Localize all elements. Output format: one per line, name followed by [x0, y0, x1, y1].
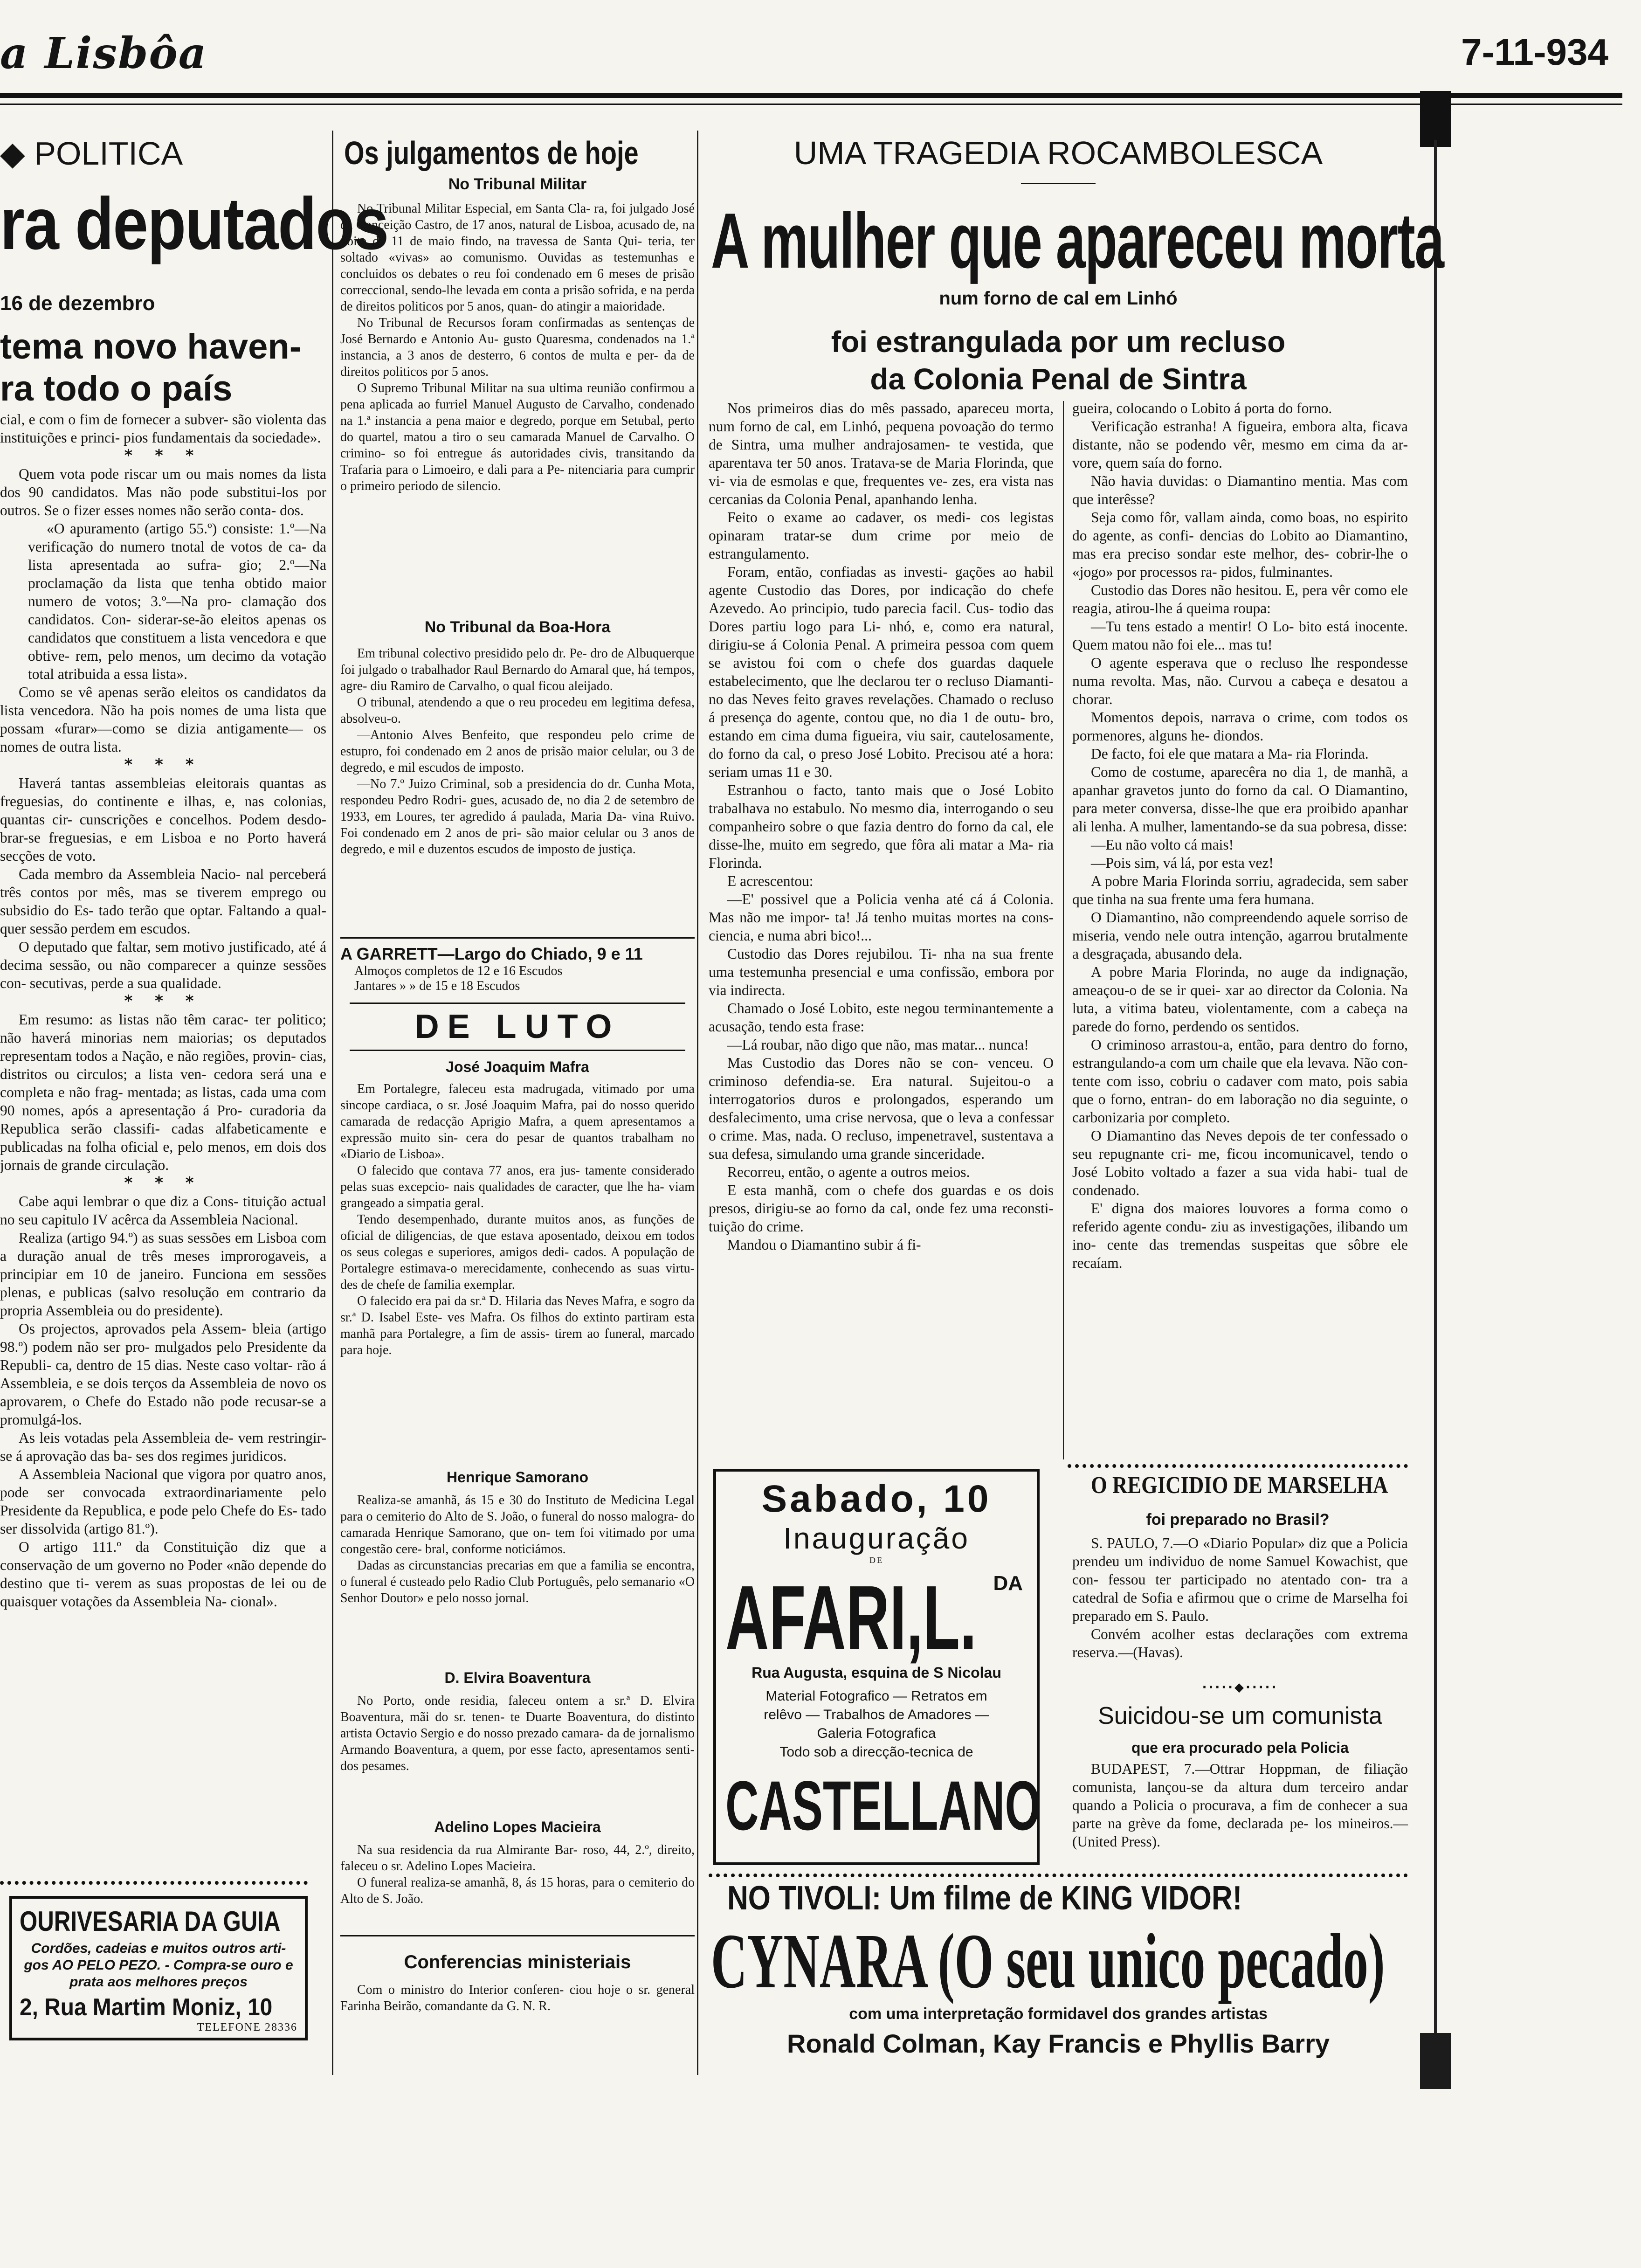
- news-paragraph: Tendo desempenhado, durante muitos anos, as funções de oficial de diligencias, de que estava aposentado, deixou em todos os seus colegas e superiores, amigos dedi- cados. A população de Portalegre estimava-o merecidamente, conhecendo as suas virtu- des de chefe de familia exemplar.: [340, 1212, 695, 1292]
- news-paragraph: BUDAPEST, 7.—Ottrar Hoppman, de filiação comunista, lançou-se da altura dum terceiro andar quando a Policia o procurava, a fim de conhecer a sua parte na grève da fome, declarada pe- los mineiros.—(United Press).: [1072, 1761, 1408, 1850]
- obituary-body-4: [340, 1842, 695, 1907]
- issue-date: 7-11-934: [1461, 31, 1608, 73]
- ad-border-dotted: [709, 1874, 1408, 1877]
- separator-stars: * * *: [124, 446, 202, 465]
- news-paragraph: Feito o exame ao cadaver, os medi- cos legistas opinaram tratar-se dum crime por meio de estrangulamento.: [709, 509, 1054, 562]
- ad-ourivesaria: [9, 1896, 308, 2040]
- ourivesaria-text: Cordões, cadeias e muitos outros arti- gos AO PELO PEZO. - Compra-se ouro e prata aos melhores preços: [24, 1941, 293, 1990]
- politica-paragraph: Quem vota pode riscar um ou mais nomes da lista dos 90 candidatos. Mas não pode substitui-los por outros. Se o fizer esses nomes não serão conta- dos.: [0, 466, 326, 519]
- separator-stars: * * *: [124, 1174, 202, 1192]
- news-paragraph: —E' possivel que a Policia venha até cá á Colonia. Mas não me impor- ta! Já tenho muitas mortes na cons- ciencia, e numa abri bico!...: [709, 891, 1054, 944]
- politica-body: [0, 410, 326, 1611]
- news-paragraph: No Porto, onde residia, faleceu ontem a sr.ª D. Elvira Boaventura, mãi do sr. tenen- te Duarte Boaventura, do distinto artista Octavio Sergio e do nosso prezado camara- da de jornalismo Armando Boaventura, a quem, por esse facto, apresentamos senti- dos pesames.: [340, 1694, 695, 1773]
- obituary-body-3: [340, 1693, 695, 1774]
- news-paragraph: O tribunal, atendendo a que o reu procedeu em legitima defesa, absolveu-o.: [340, 695, 695, 726]
- politica-paragraph: Em resumo: as listas não têm carac- ter politico; não haverá minorias nem maiorias; os deputados representam todos a Nação, e não regiões, provin- cias, distritos ou circulos; a lista ven- cedora será una e completa e não frag- mentada; as listas, cada uma com 90 nomes, após a apresentação á Pro- curadoria da Republica serão classifi- cadas alfabeticamente e publicadas na folha oficial e, pelo menos, em dois dos jornais de grande circulação.: [0, 1011, 326, 1173]
- obituary-title: DE LUTO: [414, 1008, 621, 1045]
- tragedia-body-col-2: [1072, 399, 1408, 1272]
- politica-paragraph: A Assembleia Nacional que vigora por quatro anos, pode ser convocada extraordinariamente pelo Presidente da Republica, e pode pelo Chefe do Es- tado ser dissolvida (artigo 81.º).: [0, 1466, 326, 1537]
- news-paragraph: Com o ministro do Interior conferen- ciou hoje o sr. general Farinha Beirão, comandante da G. N. R.: [340, 1983, 695, 2013]
- ourivesaria-address: 2, Rua Martim Moniz, 10: [20, 1994, 273, 2021]
- conferencias-body: [340, 1982, 695, 2014]
- garrett-line-3: Jantares » » de 15 e 18 Escudos: [354, 979, 520, 993]
- news-paragraph: Nos primeiros dias do mês passado, apareceu morta, num forno de cal, em Linhó, pequena povoação do termo de Sintra, uma mulher andrajosamen- te vestida, que aparentava ter 50 anos. Tratava-se de Maria Florinda, que vi- via de esmolas e que, frequentes ve- zes, era vista nas cercanias da Colonia Penal, apanhando lenha.: [709, 400, 1054, 507]
- news-paragraph: E esta manhã, com o chefe dos guardas e os dois presos, dirigiu-se ao forno da cal, onde fez uma reconsti- tuição do crime.: [709, 1182, 1054, 1235]
- news-paragraph: Como de costume, aparecêra no dia 1, de manhã, a apanhar gravetos junto do forno da cal. O Diamantino, para meter conversa, disse-lhe que era proibido apanhar ali lenha. A mulher, lamentando-se da sua pobresa, disse:: [1072, 764, 1408, 835]
- ad-garrett: [340, 937, 695, 994]
- obituary-name: Henrique Samorano: [446, 1469, 589, 1486]
- obituary-name: D. Elvira Boaventura: [444, 1669, 591, 1686]
- tivoli-tagline: com uma interpretação formidavel dos grandes artistas: [849, 2005, 1268, 2023]
- politica-paragraph: Os projectos, aprovados pela Assem- bleia (artigo 98.º) podem não ser pro- mulgados pelo Presidente da Republi- ca, dentro de 15 dias. Neste caso voltar- rão á Assembleia, e se dois terços da Assembleia de novo os aprovarem, o Chefe do Estado não pode recusar-se a promulgá-los.: [0, 1321, 326, 1428]
- news-paragraph: gueira, colocando o Lobito á porta do forno.: [1072, 400, 1332, 416]
- afari-line: Galeria Fotografica: [817, 1726, 936, 1741]
- tragedia-kicker: UMA TRAGEDIA ROCAMBOLESCA: [793, 135, 1323, 171]
- tragedia-deck-2: da Colonia Penal de Sintra: [870, 362, 1247, 396]
- separator-stars: * * *: [124, 992, 202, 1010]
- news-paragraph: —Eu não volto cá mais!: [1091, 837, 1234, 853]
- ourivesaria-phone: TELEFONE 28336: [197, 2021, 297, 2033]
- afari-suffix: DA: [993, 1572, 1023, 1595]
- kicker-underline: [1021, 183, 1096, 184]
- conferencias-title: Conferencias ministeriais: [404, 1952, 631, 1972]
- politica-paragraph: Cabe aqui lembrar o que diz a Cons- tituição actual no seu capitulo IV acêrca da Assembleia Nacional.: [0, 1193, 326, 1228]
- politica-paragraph: Como se vê apenas serão eleitos os candidatos da lista vencedora. Não ha pois nomes de uma lista que possam «furar»—como se dizia antigamente— os nomes de outra lista.: [0, 684, 326, 755]
- politica-paragraph: Cada membro da Assembleia Nacio- nal perceberá três contos por mês, mas se tiverem emprego ou subsidio do Es- tado terão que optar. Faltando a qual- quer sessão perdem em escudos.: [0, 866, 326, 937]
- afari-director: CASTELLANO: [725, 1766, 1041, 1845]
- politica-deck-2: ra todo o país: [0, 369, 233, 408]
- news-paragraph: Recorreu, então, o agente a outros meios.: [727, 1164, 970, 1180]
- ourivesaria-title: OURIVESARIA DA GUIA: [20, 1906, 281, 1937]
- suicidou-title: Suicidou-se um comunista: [1098, 1702, 1382, 1729]
- obituary-name: Adelino Lopes Macieira: [434, 1819, 601, 1835]
- news-paragraph: Chamado o José Lobito, este negou terminantemente a acusação, tendo esta frase:: [709, 1000, 1054, 1035]
- section-rule: [340, 1935, 695, 1936]
- politica-paragraph: O deputado que faltar, sem motivo justificado, até á decima sessão, ou não comparecer a quinze sessões con- secutivas, perde a sua qualidade.: [0, 939, 326, 991]
- news-paragraph: Foram, então, confiadas as investi- gações ao habil agente Custodio das Dores, por indicação do chefe Azevedo. Ao principio, tudo parecia facil. Cus- todio das Dores partiu logo para Li- nhó, e, como era natural, dirigiu-se á Colonia Penal. A primeira pessoa com quem se avistou foi com o chefe dos guardas daquele estabelecimento, que lhe declarou ter o recluso Diamanti- no das Neves feito graves revelações. Chamado o recluso á presença do agente, contou que, no dia 1 de outu- bro, estando em cima duma figueira, viu sair, cautelosamente, do forno da cal, o preso José Lobito. Precisou até a hora: seriam umas 11 e 30.: [709, 564, 1054, 780]
- obituary-body-1: [340, 1081, 695, 1358]
- tragedia-body-col-1: [709, 399, 1054, 1254]
- column-divider: [1063, 401, 1064, 1459]
- news-paragraph: O falecido que contava 77 anos, era jus- tamente considerado pelas suas excepcio- nais qualidades de caracter, que lhe ha- viam grangeado a simpatia geral.: [340, 1163, 695, 1210]
- afari-description: [725, 1687, 1027, 1762]
- page-edge-mark-bottom: [1420, 2033, 1451, 2089]
- afari-de: DE: [869, 1556, 883, 1565]
- news-paragraph: O Diamantino das Neves depois de ter confessado o seu repugnante cri- me, ficou incomunicavel, tendo o José Lobito voltado a fazer a sua vida habi- tual de condenado.: [1072, 1127, 1408, 1198]
- obituary-banner: [350, 1003, 685, 1051]
- afari-name: AFARI,L.: [725, 1567, 977, 1669]
- politica-deck-1: tema novo haven-: [0, 327, 302, 366]
- tragedia-deck-1: foi estrangulada por um recluso: [831, 325, 1286, 359]
- suicidou-body: [1072, 1760, 1408, 1851]
- news-paragraph: O agente esperava que o recluso lhe respondesse numa revolta. Mas, não. Curvou a cabeça e desatou a chorar.: [1072, 655, 1408, 707]
- news-paragraph: —Lá roubar, não digo que não, mas matar... nunca!: [727, 1037, 1029, 1053]
- news-paragraph: O criminoso arrastou-a, então, para dentro do forno, estrangulando-a com um chaile que ela levava. Não con- tente com isso, cobriu o cadaver com mato, pois sabia que o forno, entran- do em laboração no dia seguinte, o carbonizaria por completo.: [1072, 1037, 1408, 1126]
- news-paragraph: O Supremo Tribunal Militar na sua ultima reunião confirmou a pena aplicada ao furriel Manuel Augusto de Carvalho, condenado na 1.ª instancia a pena maior e degredo, porque em Setubal, perto do quartel, matou a tiro o seu camarada Manuel de Carvalho. O crimino- so foi entregue ás autoridades civis, transitando da Trafaria para o Limoeiro, e dali para a Pe- nitenciaria para cumprir o primeiro periodo de silencio.: [340, 381, 695, 493]
- afari-line: relêvo — Trabalhos de Amadores —: [764, 1707, 989, 1722]
- politica-lead: cial, e com o fim de fornecer a subver- são violenta das instituições e princi- pios fundamentais da sociedade».: [0, 411, 326, 446]
- ad-afari: [713, 1469, 1040, 1865]
- news-paragraph: O falecido era pai da sr.ª D. Hilaria das Neves Mafra, e sogro da sr.ª D. Isabel Este- ves Mafra. Os filhos do extinto partiram esta manhã para Portalegre, a fim de assis- tirem ao funeral, marcado para hoje.: [340, 1294, 695, 1357]
- regicidio-body: [1072, 1534, 1408, 1661]
- suicidou-subhead: que era procurado pela Policia: [1131, 1739, 1349, 1756]
- news-paragraph: —No 7.º Juizo Criminal, sob a presidencia do dr. Cunha Mota, respondeu Pedro Rodri- gues, acusado de, no dia 2 de setembro de 1933, em Loures, ter agredido á paulada, Maria Da- vina Ruivo. Foi condenado em 2 anos de pri- são maior celular ou 3 anos de degredo, e mil e duzentos escudos de imposto de justiça.: [340, 777, 695, 857]
- news-paragraph: O funeral realiza-se amanhã, 8, ás 15 horas, para o cemiterio do Alto de S. João.: [340, 1875, 695, 1906]
- masthead-rule: [0, 93, 1622, 98]
- afari-line: Material Fotografico — Retratos em: [765, 1688, 987, 1704]
- afari-inauguracao: Inauguração: [783, 1521, 970, 1555]
- tragedia-headline: A mulher que apareceu morta: [711, 197, 1444, 284]
- afari-date: Sabado, 10: [761, 1478, 992, 1520]
- afari-address: Rua Augusta, esquina de S Nicolau: [752, 1664, 1001, 1681]
- news-paragraph: S. PAULO, 7.—O «Diario Popular» diz que a Policia prendeu um individuo de nome Samuel Kowachist, que con- fessou ter participado no atentado con- tra a catedral de Sofia e afirmou que o crime de Marselha foi preparado em S. Paulo.: [1072, 1535, 1408, 1624]
- news-paragraph: No Tribunal de Recursos foram confirmadas as sentenças de José Bernardo e Antonio Au- gusto Quaresma, condenados na 1.ª instancia, a 3 anos de desterro, 6 contos de multa e per- da de direitos politicos por 5 anos.: [340, 316, 695, 379]
- bullet-icon: ◆: [0, 135, 34, 172]
- obituary-body-2: [340, 1492, 695, 1606]
- section-kicker-politica: ◆ POLITICA: [0, 135, 183, 172]
- julgamentos-subhead-militar: No Tribunal Militar: [448, 175, 587, 193]
- page-edge-line: [1434, 140, 1437, 2047]
- julgamentos-body-2: [340, 645, 695, 857]
- news-paragraph: Em tribunal colectivo presidido pelo dr. Pe- dro de Albuquerque foi julgado o trabalhador Raul Bernardo do Amaral que, há tempos, agre- diu Ramiro de Carvalho, o qual ficou aleijado.: [340, 646, 695, 693]
- news-paragraph: Momentos depois, narrava o crime, com todos os pormenores, alguns he- diondos.: [1072, 709, 1408, 744]
- obituary-name: José Joaquim Mafra: [446, 1058, 589, 1075]
- separator-stars: * * *: [124, 755, 202, 774]
- news-paragraph: O Diamantino, não compreendendo aquele sorriso de miseria, vendo nele outra intenção, agarrou brutalmente a desgraçada, abusando dela.: [1072, 909, 1408, 962]
- tivoli-film-title: CYNARA (O seu unico pecado): [711, 1918, 1385, 2005]
- garrett-line-2: Almoços completos de 12 e 16 Escudos: [354, 964, 563, 978]
- politica-paragraph: O artigo 111.º da Constituição diz que a conservação de um governo no Poder «não depende do destino que ti- verem as suas propostas de lei ou de quaisquer votações da Assembleia Na- cional».: [0, 1539, 326, 1610]
- news-paragraph: Verificação estranha! A figueira, embora alta, ficava distante, não se podendo vêr, mesmo em cima da ar- vore, quem saía do forno.: [1072, 418, 1408, 471]
- news-paragraph: Dadas as circunstancias precarias em que a familia se encontra, o funeral é custeado pelo Radio Club Português, pelo semanario «O Senhor Doutor» e pelo nosso jornal.: [340, 1558, 695, 1605]
- page-edge-mark-top: [1420, 91, 1451, 147]
- politica-paragraph: «O apuramento (artigo 55.º) consiste: 1.º—Na verificação do numero tnotal de votos de ca- da lista apresentada ao sufra- gio; 2.º—Na proclamação da lista que tenha obtido maior numero de votos; 3.º—Na pro- clamação dos candidatos. Con- siderar-se-ão eleitos apenas os candidatos que constituem a lista vencedora e que obtive- rem, pelo menos, um decimo da votação total atribuida a essa lista».: [28, 520, 326, 682]
- news-paragraph: No Tribunal Militar Especial, em Santa Cla- ra, foi julgado José da Conceição Castro, de 17 anos, natural de Lisboa, acusado de, na noite de 11 de maio findo, na travessa de Santa Qui- teria, ter soltado «vivas» ao comunismo. Ouvidas as testemunhas e concluidos os debates o reu foi condenado em 6 meses de prisão correccional, sendo-lhe levada em conta a prisão sofrida, e na perda de direitos politicos por 5 anos, quan- do atingir a maioridade.: [340, 201, 695, 314]
- politica-date-line: 16 de dezembro: [0, 292, 155, 315]
- garrett-line-1: A GARRETT—Largo do Chiado, 9 e 11: [340, 944, 643, 963]
- column-divider: [332, 131, 333, 2075]
- news-paragraph: A pobre Maria Florinda sorriu, agradecida, sem saber que tinha na sua frente uma fera humana.: [1072, 873, 1408, 907]
- news-paragraph: —Pois sim, vá lá, por esta vez!: [1091, 855, 1274, 871]
- ad-border-dotted: [1068, 1464, 1408, 1468]
- news-paragraph: Mas Custodio das Dores não se con- venceu. O criminoso defendia-se. Era natural. Sujeitou-o a interrogatorios duros e prolongados, esperando um desfalecimento, uma crise nervosa, que o leva a confessar o crime. Mas, nada. O recluso, impenetravel, sustentava a sua defesa, simulando uma grande sinceridade.: [709, 1055, 1054, 1162]
- afari-name-wrap: [725, 1565, 1027, 1669]
- tragedia-subhead: num forno de cal em Linhó: [939, 288, 1178, 309]
- politica-headline: ra deputados: [0, 183, 388, 265]
- news-paragraph: De facto, foi ele que matara a Ma- ria Florinda.: [1091, 746, 1369, 762]
- politica-paragraph: Realiza (artigo 94.º) as suas sessões em Lisboa com a duração anual de três meses improrogaveis, a principiar em 10 de janeiro. Funciona em sessões plenas, e publicas (salvo resolução em contrario da propria Assembleia ou do presidente).: [0, 1230, 326, 1319]
- julgamentos-body-1: [340, 201, 695, 494]
- ad-border-dotted: [0, 1881, 308, 1885]
- tivoli-header: NO TIVOLI: Um filme de KING VIDOR!: [727, 1880, 1242, 1917]
- news-paragraph: Realiza-se amanhã, ás 15 e 30 do Instituto de Medicina Legal para o cemiterio do Alto de S. João, o funeral do nosso malogra- do camarada Henrique Samorano, que on- tem foi vitimado por uma congestão cere- bral, conforme noticiámos.: [340, 1493, 695, 1556]
- tivoli-cast: Ronald Colman, Kay Francis e Phyllis Barry: [787, 2029, 1330, 2058]
- newspaper-masthead-title: a Lisbôa: [0, 28, 207, 78]
- separator-dots: ·····◆·····: [1202, 1680, 1278, 1694]
- masthead-rule-thin: [0, 104, 1622, 105]
- news-paragraph: Na sua residencia da rua Almirante Bar- roso, 44, 2.º, direito, faleceu o sr. Adelino Lopes Macieira.: [340, 1843, 695, 1874]
- news-paragraph: Estranhou o facto, tanto mais que o José Lobito trabalhava no estabulo. No mesmo dia, interrogando o seu companheiro sobre o que fazia dentro do forno da cal, ele disse-lhe, muito em segredo, que fôra ali matar a Ma- ria Florinda.: [709, 782, 1054, 871]
- julgamentos-subhead-boa-hora: No Tribunal da Boa-Hora: [424, 618, 611, 636]
- news-paragraph: Convém acolher estas declarações com extrema reserva.—(Havas).: [1072, 1626, 1408, 1660]
- news-paragraph: Seja como fôr, vallam ainda, como boas, no espirito do agente, as confi- dencias do Lobito ao Diamantino, mas era preciso sondar este melhor, des- cobrir-lhe o «jogo» por processos ra- pidos, fulminantes.: [1072, 509, 1408, 580]
- news-paragraph: Custodio das Dores rejubilou. Ti- nha na sua frente uma testemunha presencial e uma confissão, embora por via indirecta.: [709, 946, 1054, 998]
- politica-paragraph: As leis votadas pela Assembleia de- vem restringir-se á aprovação das ba- ses dos regimes juridicos.: [0, 1430, 326, 1464]
- politica-paragraph: Haverá tantas assembleias eleitorais quantas as freguesias, do continente e ilhas, e, nas colonias, quantas cir- cunscrições e concelhos. Podem desdo- brar-se freguesias, e em Lisboa e no Porto haverá secções de voto.: [0, 775, 326, 864]
- afari-line: Todo sob a direcção-tecnica de: [779, 1744, 973, 1760]
- news-paragraph: —Tu tens estado a mentir! O Lo- bito está inocente. Quem matou não foi ele... mas tu!: [1072, 618, 1408, 653]
- column-divider: [697, 131, 698, 2075]
- regicidio-subhead: foi preparado no Brasil?: [1146, 1511, 1330, 1528]
- news-paragraph: Em Portalegre, faleceu esta madrugada, vitimado por uma sincope cardiaca, o sr. José Joaquim Mafra, pai do nosso querido camarada de redacção Aprigio Mafra, a quem apresentamos a expressão muito sin- cera do pesar de quantos trabalham no «Diario de Lisboa».: [340, 1082, 695, 1162]
- news-paragraph: E acrescentou:: [727, 873, 814, 889]
- news-paragraph: A pobre Maria Florinda, no auge da indignação, ameaçou-o de se ir quei- xar ao director da Colonia. Na luta, a vitima bateu, violentamente, com a cabeça na parede do forno, perdendo os sentidos.: [1072, 964, 1408, 1035]
- news-paragraph: E' digna dos maiores louvores a forma como o referido agente condu- ziu as investigações, ilibando um ino- cente das tremendas suspeitas que sôbre ele recaíam.: [1072, 1200, 1408, 1271]
- news-paragraph: Não havia duvidas: o Diamantino mentia. Mas com que interêsse?: [1072, 473, 1408, 507]
- julgamentos-headline: Os julgamentos de hoje: [344, 135, 639, 171]
- news-paragraph: —Antonio Alves Benfeito, que respondeu pelo crime de estupro, foi condenado em 2 anos de prisão maior celular, ou 3 de degredo, e mil escudos de imposto.: [340, 728, 695, 775]
- news-paragraph: Custodio das Dores não hesitou. E, pera vêr como ele reagia, atirou-lhe á queima roupa:: [1072, 582, 1408, 616]
- news-paragraph: Mandou o Diamantino subir á fi-: [727, 1237, 921, 1253]
- regicidio-title: O REGICIDIO DE MARSELHA: [1091, 1472, 1388, 1499]
